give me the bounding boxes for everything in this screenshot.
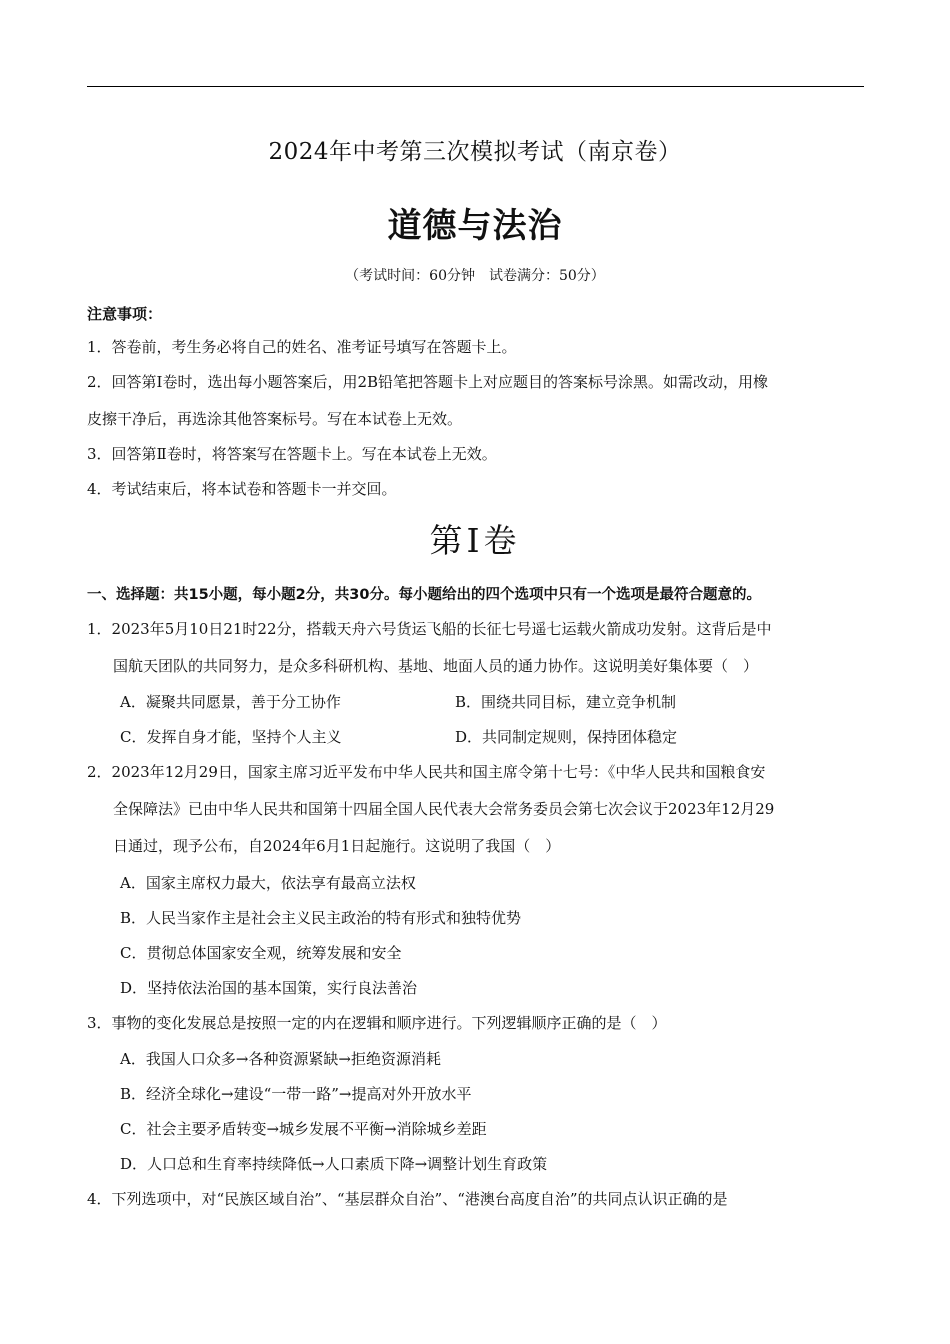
note-item-continued: 皮擦干净后，再选涂其他答案标号。写在本试卷上无效。 (87, 410, 463, 428)
note-item: 4．考试结束后，将本试卷和答题卡一并交回。 (87, 480, 397, 498)
question-1-stem-cont: 国航天团队的共同努力，是众多科研机构、基地、地面人员的通力协作。这说明美好集体要（ ） (113, 657, 759, 675)
note-item: 2．回答第Ⅰ卷时，选出每小题答案后，用2B铅笔把答题卡上对应题目的答案标号涂黑。如需改动，用橡 (87, 373, 769, 391)
question-1-stem: 1．2023年5月10日21时22分，搭载天舟六号货运飞船的长征七号遥七运载火箭成功发射。这背后是中 (87, 620, 772, 638)
note-item: 3．回答第Ⅱ卷时，将答案写在答题卡上。写在本试卷上无效。 (87, 445, 497, 463)
question-2-stem: 2．2023年12月29日，国家主席习近平发布中华人民共和国主席令第十七号：《中华人民共和国粮食安 (87, 763, 766, 781)
question-4-stem: 4．下列选项中，对“民族区域自治”、“基层群众自治”、“港澳台高度自治”的共同点认识正确的是 (87, 1190, 728, 1208)
time-info: （考试时间：60分钟 试卷满分：50分） (345, 268, 605, 284)
question-2-stem-cont: 全保障法》已由中华人民共和国第十四届全国人民代表大会常务委员会第七次会议于2023年12月29 (113, 800, 775, 818)
question-2-option-a: A．国家主席权力最大，依法享有最高立法权 (120, 874, 416, 892)
question-2-option-d: D．坚持依法治国的基本国策，实行良法善治 (120, 979, 418, 997)
section-heading: 一、选择题：共15小题，每小题2分，共30分。每小题给出的四个选项中只有一个选项是最符合题意的。 (87, 587, 761, 603)
question-3-option-c: C．社会主要矛盾转变→城乡发展不平衡→消除城乡差距 (120, 1120, 487, 1138)
question-3-stem: 3．事物的变化发展总是按照一定的内在逻辑和顺序进行。下列逻辑顺序正确的是（ ） (87, 1014, 667, 1032)
question-3-option-a: A．我国人口众多→各种资源紧缺→拒绝资源消耗 (120, 1050, 441, 1068)
question-2-option-b: B．人民当家作主是社会主义民主政治的特有形式和独特优势 (120, 909, 522, 927)
exam-title: 2024年中考第三次模拟考试（南京卷） (268, 139, 682, 165)
question-1-option-b: B．围绕共同目标，建立竞争机制 (455, 693, 677, 711)
subject-title: 道德与法治 (387, 206, 563, 246)
question-1-option-a: A．凝聚共同愿景，善于分工协作 (120, 693, 341, 711)
question-1-option-c: C．发挥自身才能，坚持个人主义 (120, 728, 342, 746)
question-1-option-d: D．共同制定规则，保持团体稳定 (455, 728, 678, 746)
question-3-option-d: D．人口总和生育率持续降低→人口素质下降→调整计划生育政策 (120, 1155, 548, 1173)
top-rule (87, 86, 864, 87)
question-3-option-b: B．经济全球化→建设“一带一路”→提高对外开放水平 (120, 1085, 472, 1103)
question-2-option-c: C．贯彻总体国家安全观，统筹发展和安全 (120, 944, 402, 962)
part-title: 第Ⅰ卷 (429, 521, 521, 560)
question-2-stem-cont: 日通过，现予公布，自2024年6月1日起施行。这说明了我国（ ） (113, 837, 561, 855)
note-item: 1．答卷前，考生务必将自己的姓名、准考证号填写在答题卡上。 (87, 338, 517, 356)
notes-title: 注意事项： (87, 305, 163, 323)
